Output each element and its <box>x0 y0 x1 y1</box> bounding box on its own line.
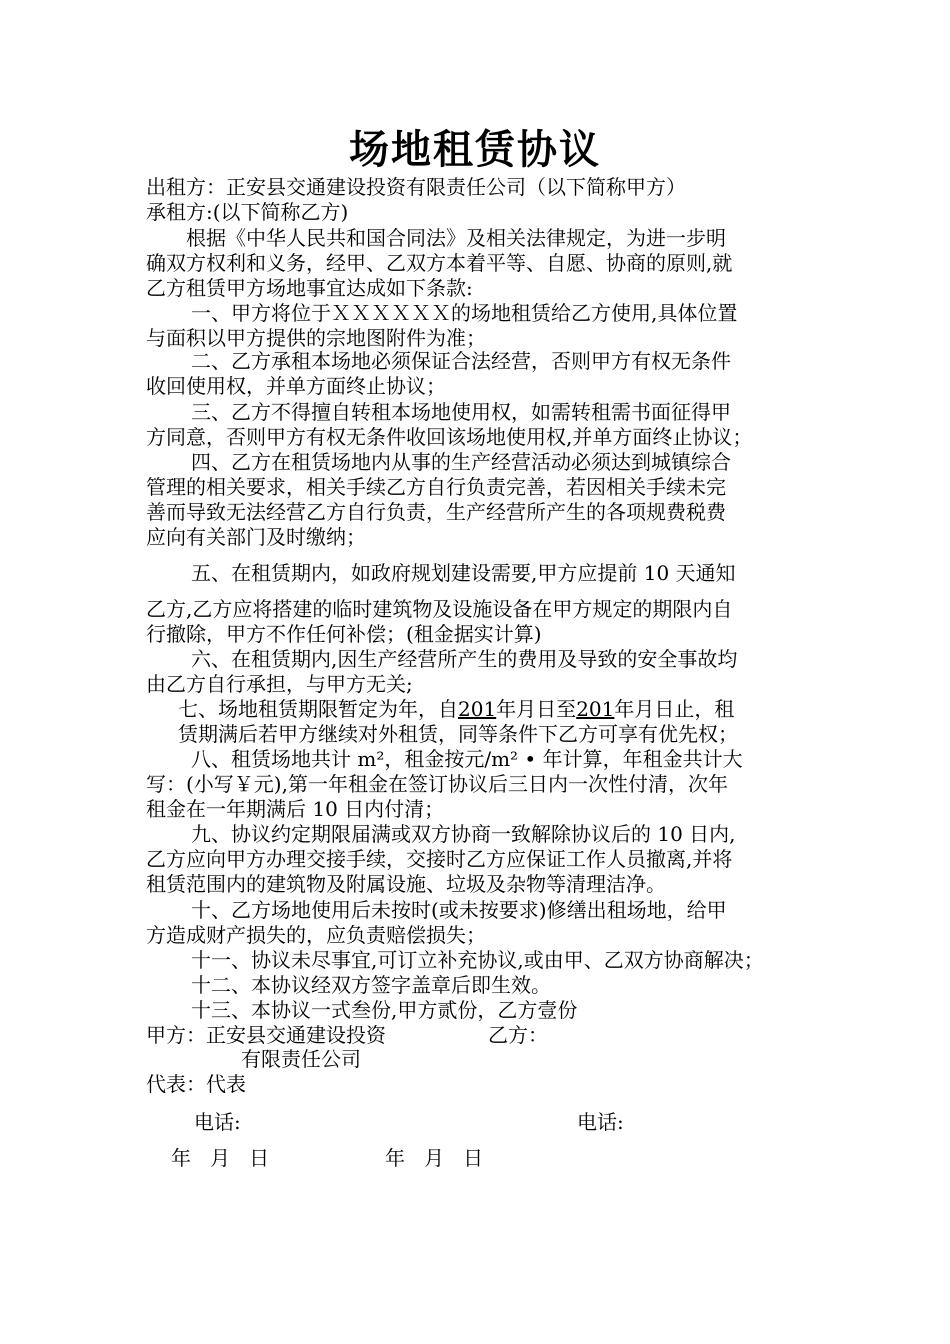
phone-a-label: 电话: <box>194 1110 241 1134</box>
clause-3-line: 三、乙方不得擅自转租本场地使用权，如需转租需书面征得甲 <box>191 400 731 424</box>
clause-7-line: 赁期满后若甲方继续对外租赁，同等条件下乙方可享有优先权； <box>178 722 738 746</box>
clause-9-line: 乙方应向甲方办理交接手续，交接时乙方应保证工作人员撤离,并将 <box>146 847 733 871</box>
clause-8-line: 租金在一年期满后 10 日内付清； <box>146 797 445 821</box>
clause-10-line: 十、乙方场地使用后未按时(或未按要求)修缮出租场地，给甲 <box>191 898 727 922</box>
year-placeholder-start: 201 <box>458 697 497 721</box>
clause-7-text: 年月日止，租 <box>614 697 735 721</box>
clause-6-line: 六、在租赁期内,因生产经营所产生的费用及导致的安全事故均 <box>191 647 738 671</box>
preamble-line: 确双方权利和义务，经甲、乙双方本着平等、自愿、协商的原则,就 <box>146 251 733 275</box>
year-placeholder-end: 201 <box>576 697 615 721</box>
clause-6-line: 由乙方自行承担，与甲方无关; <box>146 672 413 696</box>
clause-8-line: 八、租赁场地共计 m²，租金按元/m² • 年计算，年租金共计大 <box>191 747 743 771</box>
clause-2-line: 二、乙方承租本场地必须保证合法经营，否则甲方有权无条件 <box>191 349 731 373</box>
clause-9-line: 租赁范围内的建筑物及附属设施、垃圾及杂物等清理洁净。 <box>146 872 666 896</box>
clause-7-text: 年月日至 <box>496 697 577 721</box>
clause-8-line: 写：(小写￥元),第一年租金在签订协议后三日内一次性付清，次年 <box>146 772 728 796</box>
party-a-label: 甲方：正安县交通建设投资 <box>146 1023 386 1047</box>
clause-7-line <box>178 697 734 722</box>
lessee-line: 承租方:(以下简称乙方) <box>146 200 349 224</box>
date-a-label: 年 月 日 <box>171 1146 270 1170</box>
page-title: 场地租赁协议 <box>349 126 601 173</box>
date-b-label: 年 月 日 <box>385 1146 484 1170</box>
phone-b-label: 电话: <box>577 1110 624 1134</box>
clause-7-text: 七、场地租赁期限暂定为年，自 <box>178 697 458 721</box>
clause-12-line: 十二、本协议经双方签字盖章后即生效。 <box>191 973 551 997</box>
clause-9-line: 九、协议约定期限届满或双方协商一致解除协议后的 10 日内, <box>191 822 736 846</box>
clause-2-line: 收回使用权，并单方面终止协议； <box>146 374 446 398</box>
clause-10-line: 方造成财产损失的，应负责赔偿损失； <box>146 923 486 947</box>
clause-1-line: 一、甲方将位于ＸＸＸＸＸＸ的场地租赁给乙方使用,具体位置 <box>191 301 738 325</box>
clause-4-line: 善而导致无法经营乙方自行负责，生产经营所产生的各项规费税费 <box>146 500 726 524</box>
clause-5-line: 五、在租赁期内，如政府规划建设需要,甲方应提前 10 天通知 <box>191 561 736 585</box>
clause-5-line: 乙方,乙方应将搭建的临时建筑物及设施设备在甲方规定的期限内自 <box>146 597 733 621</box>
party-b-label: 乙方： <box>488 1023 548 1047</box>
representative-label: 代表：代表 <box>146 1072 246 1096</box>
party-a-name-cont: 有限责任公司 <box>241 1047 361 1071</box>
clause-3-line: 方同意，否则甲方有权无条件收回该场地使用权,并单方面终止协议； <box>146 425 753 449</box>
clause-4-line: 四、乙方在租赁场地内从事的生产经营活动必须达到城镇综合 <box>191 450 731 474</box>
clause-4-line: 管理的相关要求，相关手续乙方自行负责完善，若因相关手续未完 <box>146 475 726 499</box>
clause-5-line: 行撤除，甲方不作任何补偿；(租金据实计算) <box>146 622 542 646</box>
clause-11-line: 十一、协议未尽事宜,可订立补充协议,或由甲、乙双方协商解决； <box>191 948 764 972</box>
lessor-line: 出租方：正安县交通建设投资有限责任公司（以下简称甲方） <box>146 175 686 199</box>
preamble-line: 乙方租赁甲方场地事宜达成如下条款: <box>146 276 473 300</box>
clause-1-line: 与面积以甲方提供的宗地图附件为准； <box>146 326 486 350</box>
clause-13-line: 十三、本协议一式叁份,甲方贰份，乙方壹份 <box>191 998 578 1022</box>
clause-4-line: 应向有关部门及时缴纳； <box>146 525 366 549</box>
preamble-line: 根据《中华人民共和国合同法》及相关法律规定，为进一步明 <box>186 226 726 250</box>
